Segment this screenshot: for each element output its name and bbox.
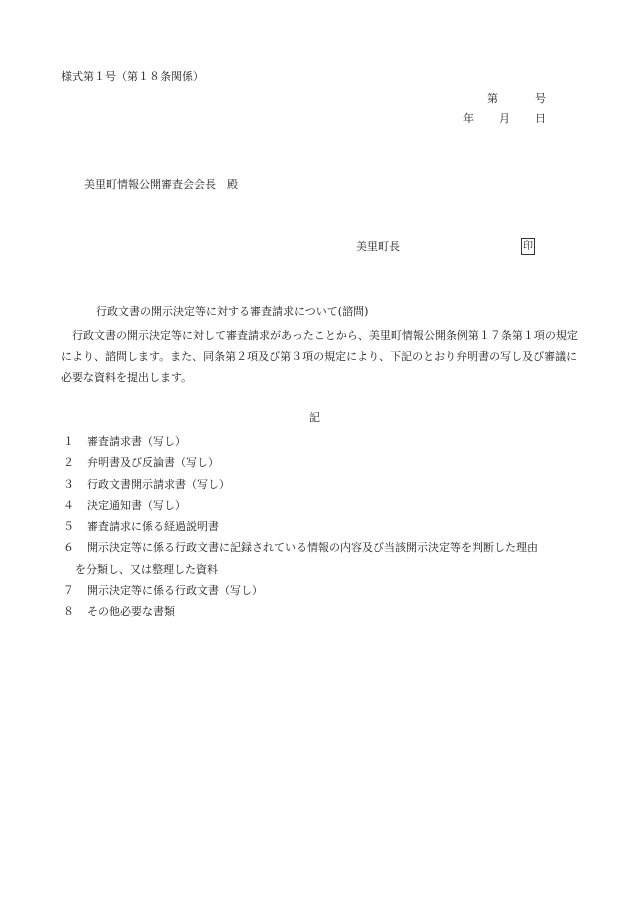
list-item — [61, 601, 586, 622]
addressee: 美里町情報公開審査会会長 殿 — [84, 178, 238, 191]
item-text: 行政文書開示請求書（写し） — [87, 477, 230, 491]
item-text: 弁明書及び反論書（写し） — [87, 456, 219, 470]
item-text: 審査請求に係る経過説明書 — [87, 520, 219, 534]
item-number: ７ — [63, 584, 74, 598]
item-text: その他必要な書類 — [87, 605, 175, 619]
list-item — [61, 537, 586, 580]
form-reference: 様式第１号（第１８条関係） — [61, 70, 204, 83]
ki-heading: 記 — [309, 411, 320, 424]
body-paragraph — [61, 325, 581, 388]
list-item — [61, 474, 586, 495]
document-subject: 行政文書の開示決定等に対する審査請求について(諮問) — [96, 305, 369, 318]
item-text-continuation: を分類し、又は整理した資料 — [75, 562, 218, 576]
item-number: ３ — [63, 477, 74, 491]
list-item — [61, 516, 586, 537]
item-number: １ — [63, 435, 74, 448]
list-item — [61, 431, 586, 452]
sender-name: 美里町長 — [356, 240, 400, 253]
item-text: 開示決定等に係る行政文書（写し） — [87, 584, 263, 598]
item-text: 審査請求書（写し） — [87, 435, 186, 448]
item-text: 決定通知書（写し） — [87, 498, 186, 512]
date-month-label: 月 — [499, 112, 510, 125]
date-year-label: 年 — [463, 112, 474, 125]
list-item — [61, 580, 586, 601]
item-number: ４ — [63, 498, 74, 512]
item-number: ８ — [63, 605, 74, 619]
document-number-prefix: 第 — [487, 92, 498, 105]
list-item — [61, 495, 586, 516]
item-number: ５ — [63, 520, 74, 534]
document-number-suffix: 号 — [535, 92, 546, 105]
item-text: 開示決定等に係る行政文書に記録されている情報の内容及び当該開示決定等を判断した理由 — [87, 541, 538, 555]
list-item — [61, 452, 586, 473]
attachment-list — [61, 431, 586, 623]
date-day-label: 日 — [535, 112, 546, 125]
item-text-multiline — [75, 537, 586, 580]
body-text: 行政文書の開示決定等に対して審査請求があったことから、美里町情報公開条例第１７条第１項の規定により、諮問します。また、同条第２項及び第３項の規定により、下記のとおり弁明書の写し及び審議に必要な資料を提出します。 — [61, 329, 578, 384]
item-number: ２ — [63, 456, 74, 470]
seal-box: 印 — [521, 238, 535, 255]
item-number: ６ — [63, 541, 74, 555]
